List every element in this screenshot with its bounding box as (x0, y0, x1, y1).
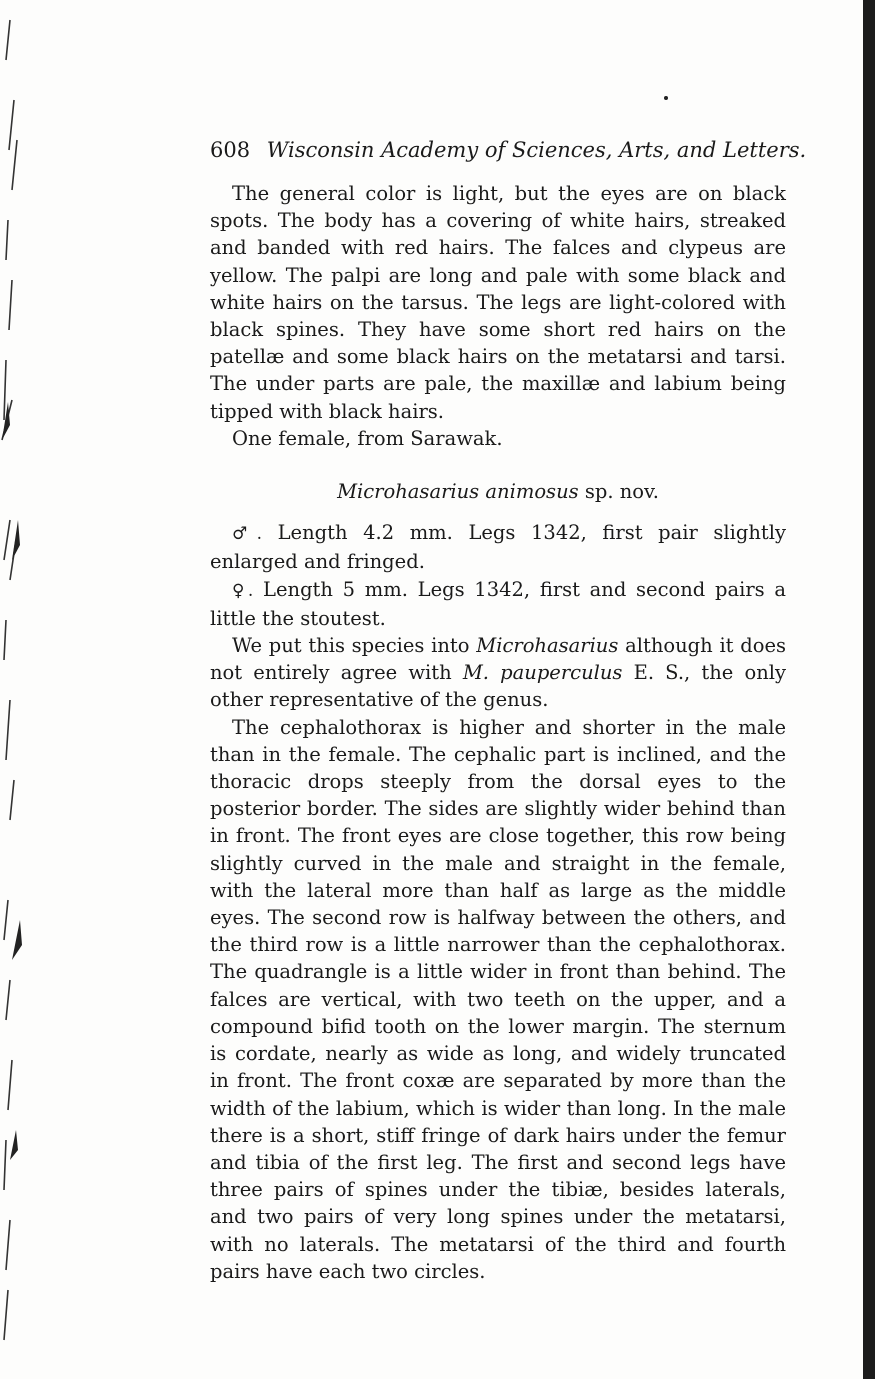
species-epithet: animosus (485, 480, 579, 504)
article-body (210, 180, 786, 1285)
placement-species: M. pauperculus (462, 661, 623, 685)
placement-paragraph (210, 632, 786, 714)
female-measurements (210, 576, 786, 632)
page-number: 608 (210, 138, 251, 162)
placement-text-2: although it does not entirely agree with (210, 634, 787, 685)
torn-left-edge (0, 0, 24, 1379)
running-header (210, 136, 807, 164)
male-symbol: ♂. (232, 524, 263, 545)
morphology-paragraph: The cephalothorax is higher and shorter in the male than in the female. The cephalic part is inclined, and the thoracic drops steeply from the dorsal eyes to the posterior border. The sides are slightly wider behind than in front. The front eyes are close together, this row being slightly curved in the male and straight in the female, with the lateral more than half as large as the middle eyes. The second row is halfway between the others, and the third row is a little narrower than the cephalothorax. The quadrangle is a little wider in front than behind. The falces are vertical, with two teeth on the upper, and a compound bifid tooth on the lower margin. The sternum is cordate, nearly as wide as long, and widely truncated in front. The front coxæ are separated by more than the width of the labium, which is wider than long. In the male there is a short, stiff fringe of dark hairs under the femur and tibia of the first leg. The first and second legs have three pairs of spines under the tibiæ, besides laterals, and two pairs of very long spines under the metatarsi, with no laterals. The metatarsi of the third and fourth pairs have each two circles. (210, 715, 786, 1283)
placement-text-3: E. S., the only other representative of the genus. (210, 661, 787, 712)
species-genus: Microhasarius (337, 480, 480, 504)
species-status: sp. nov. (584, 480, 659, 504)
placement-text-1: We put this species into (232, 634, 470, 658)
male-measurements-text: Length 4.2 mm. Legs 1342, first pair slightly enlarged and fringed. (210, 521, 786, 574)
specimen-note: One female, from Sarawak. (232, 426, 503, 450)
color-description-paragraph: The general color is light, but the eyes are on black spots. The body has a covering of white hairs, streaked and banded with red hairs. The falces and clypeus are yellow. The palpi are long and pale with some black and white hairs on the tarsus. The legs are light-colored with black spines. They have some short red hairs on the patellæ and some black hairs on the metatarsi and tarsi. The under parts are pale, the maxillæ and labium being tipped with black hairs. (210, 182, 786, 423)
female-measurements-text: Length 5 mm. Legs 1342, first and second pairs a little the stoutest. (210, 577, 786, 630)
right-page-border (863, 0, 875, 1379)
placement-genus: Microhasarius (476, 634, 619, 658)
journal-title: Wisconsin Academy of Sciences, Arts, and Letters. (266, 138, 807, 162)
ink-speck (664, 96, 668, 100)
male-measurements (210, 519, 786, 575)
female-symbol: ♀. (232, 580, 254, 601)
species-heading (210, 478, 786, 505)
